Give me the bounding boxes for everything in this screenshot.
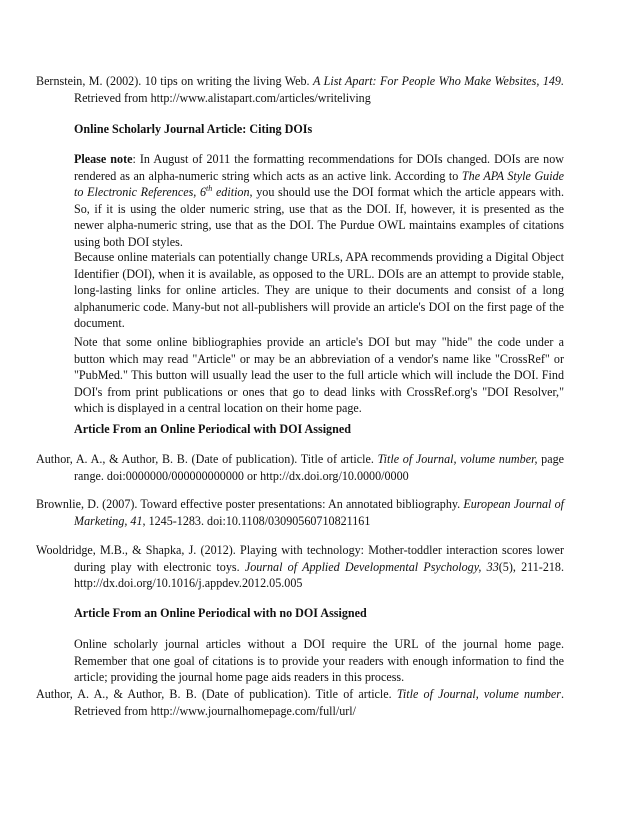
reference-wooldridge: Wooldridge, M.B., & Shapka, J. (2012). Playing with technology: Mother-toddler interaction scores lower during play with electronic toys. Journal of Applied Developmental Psychology, 33(5), 211-218. http://dx.doi.org/10.1016/j.appdev.2012.05.005	[36, 543, 564, 591]
reference-bernstein	[36, 73, 564, 106]
reference-url: Retrieved from http://www.alistapart.com/articles/writeliving	[74, 90, 371, 105]
reference-template-doi: Author, A. A., & Author, B. B. (Date of publication). Title of article. Title of Journal, volume number, page range. doi:0000000/000000000000 or http://dx.doi.org/10.0000/0000	[36, 452, 564, 483]
note-label: Please note	[74, 152, 133, 166]
reference-brownlie: Brownlie, D. (2007). Toward effective poster presentations: An annotated bibliography. European Journal of Marketing, 41, 1245-1283. doi:10.1108/03090560710821161	[36, 497, 564, 528]
heading-citing-dois: Online Scholarly Journal Article: Citing DOIs	[74, 122, 313, 136]
heading-no-doi: Article From an Online Periodical with no DOI Assigned	[74, 606, 367, 620]
reference-text: Bernstein, M. (2002). 10 tips on writing the living Web.	[36, 74, 314, 88]
paragraph-no-doi: Online scholarly journal articles without a DOI require the URL of the journal home page. Remember that one goal of citations is to provide your readers with enough information to find the article; providing the journal home page aids readers in this process.	[74, 637, 564, 685]
reference-template-no-doi: Author, A. A., & Author, B. B. (Date of publication). Title of article. Title of Journal, volume number. Retrieved from http://www.journalhomepage.com/full/url/	[36, 687, 564, 718]
paragraph-please-note: Please note: In August of 2011 the formatting recommendations for DOIs changed. DOIs are now rendered as an alpha-numeric string which acts as an active link. According to The APA Style Guide to Electronic References, 6th edition, you should use the DOI format which the article appears with. So, if it is using the older numeric string, use that as the DOI. If, however, it is presented as the newer alpha-numeric string, use that as the DOI. The Purdue OWL maintains examples of citations using both DOI styles.	[74, 152, 564, 249]
paragraph-hidden-doi: Note that some online bibliographies provide an article's DOI but may "hide" the code under a button which may read "Article" or may be an abbreviation of a vendor's name like "CrossRef" or "PubMed." This button will usually lead the user to the full article which will include the DOI. Find DOI's from print publications or ones that go to dead links with CrossRef.org's "DOI Resolver," which is displayed in a central location on their home page.	[74, 335, 564, 416]
heading-with-doi: Article From an Online Periodical with DOI Assigned	[74, 422, 351, 436]
paragraph-urls: Because online materials can potentially change URLs, APA recommends providing a Digital Object Identifier (DOI), when it is available, as opposed to the URL. DOIs are an attempt to provide stable, long-lasting links for online articles. They are unique to their documents and consist of a long alphanumeric code. Many-but not all-publishers will provide an article's DOI on the first page of the document.	[74, 250, 564, 331]
reference-source: A List Apart: For People Who Make Websites, 149.	[313, 74, 564, 88]
